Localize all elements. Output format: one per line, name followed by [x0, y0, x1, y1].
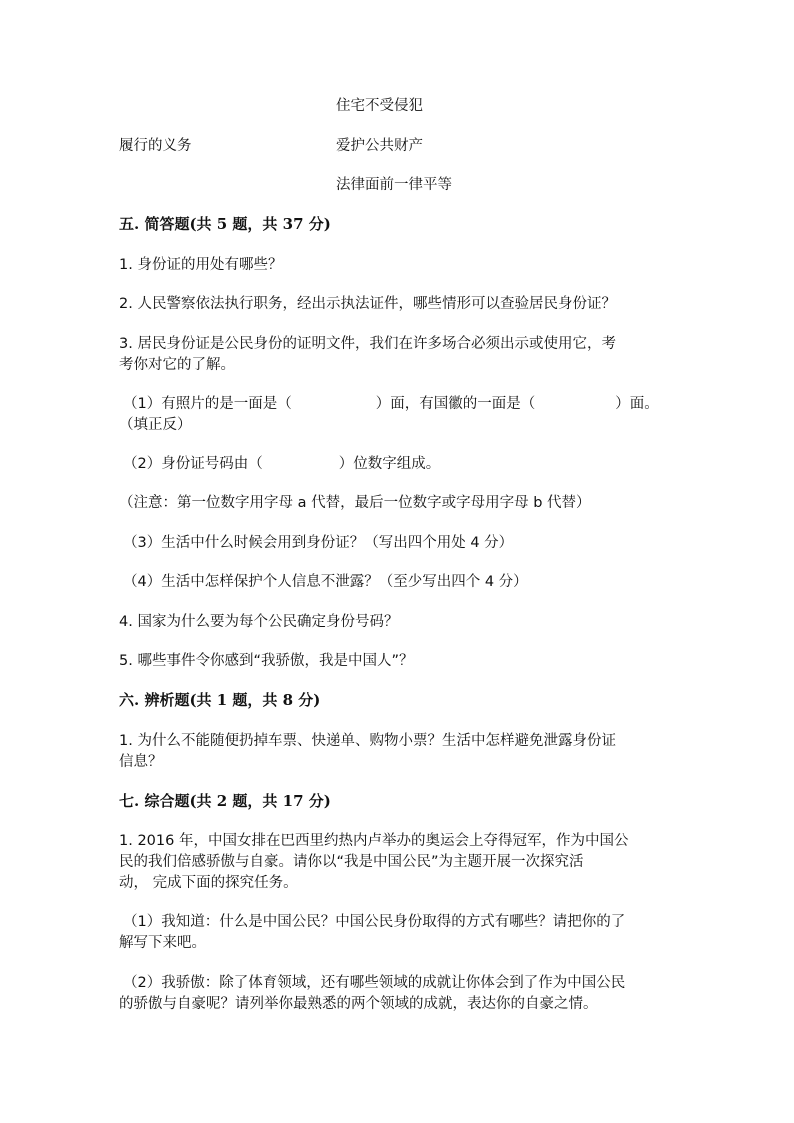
part-2-text-b: ）位数字组成。: [338, 456, 441, 472]
question-6-1-line-1: 1. 为什么不能随便扔掉车票、快递单、购物小票？生活中怎样避免泄露身份证: [119, 733, 616, 749]
section-5-heading: 五. 简答题(共 5 题，共 37 分): [119, 215, 331, 233]
question-7-1-part-1-line-1: （1）我知道：什么是中国公民？中国公民身份取得的方式有哪些？请把你的了: [123, 914, 626, 930]
match-right-item-3: 法律面前一律平等: [336, 177, 452, 193]
part-1-text-a: （1）有照片的是一面是（: [123, 396, 292, 412]
question-5-3-part-2: [123, 454, 440, 474]
part-1-text-c: ）面。: [615, 396, 659, 412]
question-5-3-part-4: （4）生活中怎样保护个人信息不泄露？（至少写出四个 4 分）: [123, 574, 528, 590]
question-5-1: 1. 身份证的用处有哪些？: [119, 257, 283, 273]
question-5-3-note: （注意：第一位数字用字母 a 代替，最后一位数字或字母用字母 b 代替）: [119, 495, 591, 511]
question-6-1-line-2: 信息？: [119, 754, 163, 770]
match-right-item-2: 爱护公共财产: [336, 138, 423, 154]
question-5-2: 2. 人民警察依法执行职务，经出示执法证件，哪些情形可以查验居民身份证？: [119, 296, 616, 312]
match-right-item-1: 住宅不受侵犯: [336, 98, 423, 114]
question-7-1-line-3: 动， 完成下面的探究任务。: [119, 875, 298, 891]
question-5-3-part-3: （3）生活中什么时候会用到身份证？（写出四个用处 4 分）: [123, 535, 514, 551]
question-7-1-part-2-line-1: （2）我骄傲：除了体育领域，还有哪些领域的成就让你体会到了作为中国公民: [123, 975, 626, 991]
section-6-heading: 六. 辨析题(共 1 题，共 8 分): [119, 691, 321, 709]
question-5-3-line-1: 3. 居民身份证是公民身份的证明文件，我们在许多场合必须出示或使用它，考: [119, 336, 616, 352]
question-5-3-line-2: 考你对它的了解。: [119, 357, 235, 373]
question-7-1-line-1: 1. 2016 年，中国女排在巴西里约热内卢举办的奥运会上夺得冠军，作为中国公: [119, 833, 629, 849]
question-7-1-part-2-line-2: 的骄傲与自豪呢？请列举你最熟悉的两个领域的成就，表达你的自豪之情。: [119, 996, 598, 1012]
part-1-text-b: ）面，有国徽的一面是（: [375, 396, 536, 412]
section-7-heading: 七. 综合题(共 2 题，共 17 分): [119, 792, 331, 810]
question-7-1-line-2: 民的我们倍感骄傲与自豪。请你以“我是中国公民”为主题开展一次探究活: [119, 854, 584, 870]
question-7-1-part-1-line-2: 解写下来吧。: [119, 935, 206, 951]
question-5-3-part-1: [123, 394, 659, 414]
part-2-text-a: （2）身份证号码由（: [123, 456, 263, 472]
question-5-5: 5. 哪些事件令你感到“我骄傲，我是中国人”？: [119, 653, 414, 669]
question-5-4: 4. 国家为什么要为每个公民确定身份号码？: [119, 614, 399, 630]
match-left-item: 履行的义务: [119, 138, 192, 154]
question-5-3-part-1-line-2: （填正反）: [119, 417, 192, 433]
